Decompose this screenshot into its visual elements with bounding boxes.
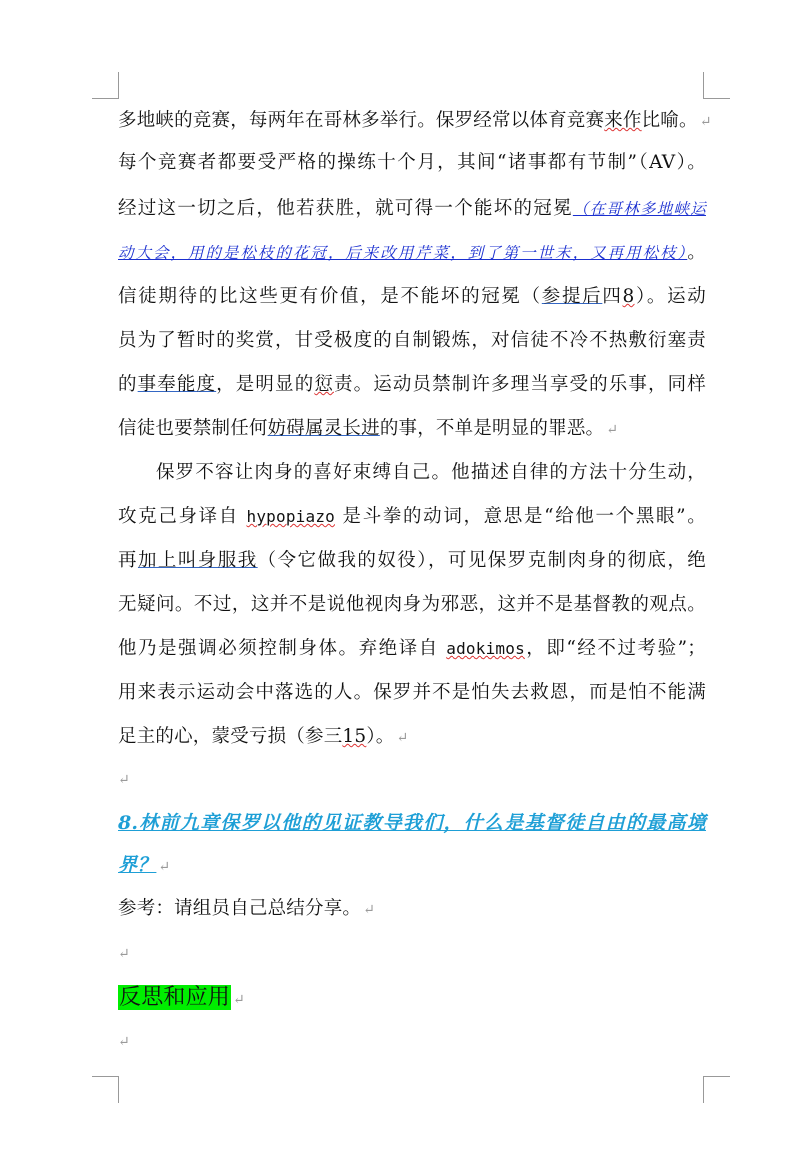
question-line-2	[118, 846, 706, 884]
text: ，即“经不过考验”；	[524, 638, 706, 659]
text: ）。运动	[634, 286, 706, 307]
text: 的事，不单是明显的罪恶。	[379, 418, 605, 439]
paragraph-mark-icon: ↵	[233, 992, 245, 1008]
spell-flag: 来作	[604, 110, 642, 131]
text: 无疑问。不过，这并不是说他视肉身为邪恶，这并不是基督教的观点。	[118, 594, 706, 615]
paragraph-mark-icon: ↵	[606, 422, 618, 438]
p1-line-8	[118, 410, 706, 448]
crop-mark-bottom-left	[92, 1076, 119, 1103]
question-text: 界？	[118, 854, 157, 876]
crop-mark-top-left	[92, 72, 119, 99]
p2-line-1	[156, 454, 706, 492]
p2-line-5	[118, 630, 706, 668]
text: 用来表示运动会中落选的人。保罗并不是怕失去救恩，而是怕不能满	[118, 682, 706, 703]
crop-mark-top-right	[703, 72, 730, 99]
underlined-phrase: 加上叫身服我	[137, 550, 258, 571]
text: 保罗不容让肉身的喜好束缚自己。他描述自律的方法十分生动，	[156, 462, 706, 483]
empty-paragraph	[118, 934, 706, 972]
text: 四	[602, 286, 623, 307]
underlined-phrase: 事奉能度	[137, 374, 217, 395]
text: 的	[118, 374, 138, 395]
greek-term: hypopiazo	[246, 507, 335, 526]
paragraph-mark-icon: ↵	[118, 772, 130, 788]
paragraph-mark-icon: ↵	[396, 730, 409, 746]
text: ，是明显的	[216, 374, 315, 395]
text: 比喻。	[641, 110, 698, 131]
p2-line-4	[118, 586, 706, 624]
paragraph-mark-icon: ↵	[118, 1034, 130, 1050]
text: 多地峡的竞赛，每两年在哥林多举行。保罗经常以体育竞赛	[118, 110, 605, 131]
answer-line	[118, 890, 706, 928]
text: （令它做我的奴役），可见保罗克制肉身的彻底，绝	[257, 550, 706, 571]
question-text: 8.林前九章保罗以他的见证教导我们，什么是基督徒自由的最高境	[118, 812, 706, 834]
text: 信徒也要禁制任何	[118, 418, 268, 439]
text: 是斗拳的动词，意思是“给他一个黑眼”。	[335, 506, 706, 527]
paragraph-mark-icon: ↵	[363, 902, 375, 918]
p2-line-3	[118, 542, 706, 580]
text: 每个竞赛者都要受严格的操练十个月，其间“诸事都有节制”（AV）。	[118, 152, 706, 173]
text: 信徒期待的比这些更有价值，是不能坏的冠冕（	[118, 286, 542, 307]
paragraph-mark-icon: ↵	[118, 946, 130, 962]
blue-annotation: （在哥林多地峡运	[572, 200, 706, 218]
p1-line-1	[118, 102, 712, 140]
question-line-1	[118, 804, 706, 842]
empty-paragraph	[118, 1022, 706, 1060]
underlined-phrase: 妨碍属灵长进	[267, 418, 380, 439]
text: 足主的心，蒙受亏损（参三	[118, 726, 343, 747]
p1-line-6	[118, 322, 706, 360]
spell-flag: 愆	[314, 374, 334, 395]
text: 责。运动员禁制许多理当享受的乐事，同样	[333, 374, 706, 395]
text: 再	[118, 550, 138, 571]
p2-line-2	[118, 498, 706, 536]
p2-line-7	[118, 718, 706, 756]
text: 。	[687, 242, 706, 263]
p1-line-7	[118, 366, 706, 404]
blue-annotation: 动大会，用的是松枝的花冠，后来改用芹菜，到了第一世末，又再用松枝）	[118, 244, 688, 262]
p1-line-2	[118, 144, 706, 182]
p2-line-6	[118, 674, 706, 712]
crop-mark-bottom-right	[703, 1076, 730, 1103]
paragraph-mark-icon: ↵	[699, 114, 712, 130]
text: 他乃是强调必须控制身体。弃绝译自	[118, 638, 447, 659]
text: 经过这一切之后，他若获胜，就可得一个能坏的冠冕	[118, 198, 573, 219]
empty-paragraph	[118, 760, 706, 798]
text: 员为了暂时的奖赏，甘受极度的自制锻炼，对信徒不冷不热敷衍塞责	[118, 330, 706, 351]
highlighted-heading: 反思和应用	[119, 985, 231, 1010]
text: 攻克己身译自	[118, 506, 247, 527]
p1-line-3	[118, 190, 706, 228]
spell-flag: 15	[342, 726, 367, 747]
paragraph-mark-icon: ↵	[158, 859, 171, 875]
p1-line-4	[118, 234, 706, 272]
spell-flag: 8	[622, 286, 635, 307]
answer-text: 参考：请组员自己总结分享。	[118, 898, 362, 919]
p1-line-5	[118, 278, 706, 316]
underlined-ref: 参提后	[541, 286, 603, 307]
text: ）。	[366, 726, 395, 747]
greek-term: adokimos	[446, 639, 525, 658]
section-heading	[118, 978, 706, 1018]
